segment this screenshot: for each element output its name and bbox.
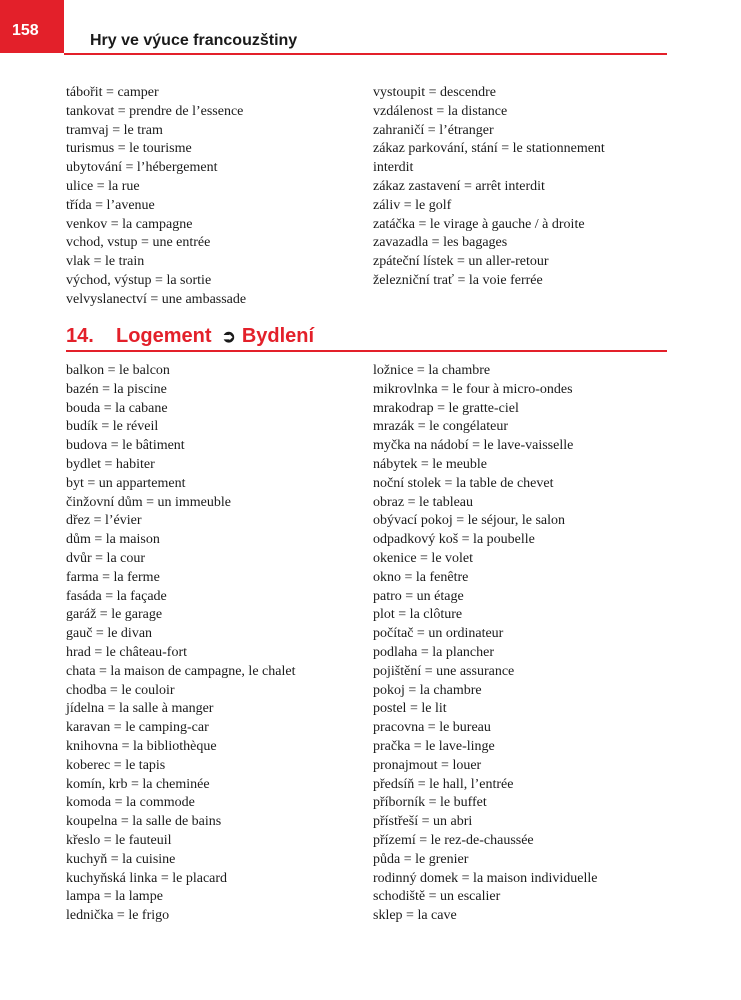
vocab-entry: přístřeší = un abri bbox=[373, 814, 473, 830]
vocab-entry: mrakodrap = le gratte-ciel bbox=[373, 400, 519, 416]
vocab-entry: farma = la ferme bbox=[66, 569, 160, 585]
vocab-list-bottom-right bbox=[373, 362, 597, 926]
vocab-entry: železniční trať = la voie ferrée bbox=[373, 272, 543, 288]
vocab-entry: ulice = la rue bbox=[66, 178, 140, 194]
vocab-entry: ubytování = l’hébergement bbox=[66, 160, 218, 176]
vocab-entry: vystoupit = descendre bbox=[373, 85, 496, 100]
vocab-entry: kuchyňská linka = le placard bbox=[66, 870, 228, 886]
vocab-entry: komín, krb = la cheminée bbox=[66, 776, 210, 792]
vocab-entry: pokoj = la chambre bbox=[373, 682, 482, 698]
vocab-entry: počítač = un ordinateur bbox=[373, 626, 504, 642]
vocab-entry: bouda = la cabane bbox=[66, 400, 168, 416]
vocab-entry: pračka = le lave-linge bbox=[373, 738, 495, 754]
vocab-entry: záliv = le golf bbox=[373, 197, 452, 213]
vocab-entry: koberec = le tapis bbox=[66, 757, 166, 773]
vocab-entry: mikrovlnka = le four à micro-ondes bbox=[373, 381, 573, 397]
vocab-entry: dvůr = la cour bbox=[66, 550, 146, 566]
vocab-entry: půda = le grenier bbox=[373, 851, 469, 867]
section-title-fr: Logement bbox=[116, 325, 212, 347]
vocab-entry: vzdálenost = la distance bbox=[373, 103, 508, 119]
vocab-entry: tramvaj = le tram bbox=[66, 122, 163, 138]
vocab-entry: komoda = la commode bbox=[66, 795, 195, 811]
vocab-entry: garáž = le garage bbox=[66, 607, 163, 623]
vocab-entry: příborník = le buffet bbox=[373, 795, 487, 811]
vocab-entry: noční stolek = la table de chevet bbox=[373, 475, 554, 491]
vocab-entry: karavan = le camping-car bbox=[66, 720, 209, 736]
page-number: 158 bbox=[12, 22, 39, 39]
vocab-entry: balkon = le balcon bbox=[66, 363, 170, 378]
vocab-list-bottom-left bbox=[66, 362, 295, 926]
vocab-entry: tábořit = camper bbox=[66, 85, 159, 100]
vocab-entry: myčka na nádobí = le lave-vaisselle bbox=[373, 438, 574, 454]
vocab-entry: pronajmout = louer bbox=[373, 757, 482, 773]
vocab-entry: podlaha = la plancher bbox=[373, 644, 495, 660]
vocab-entry: velvyslanectví = une ambassade bbox=[66, 291, 247, 307]
vocab-entry: činžovní dům = un immeuble bbox=[66, 494, 231, 510]
vocab-entry: rodinný domek = la maison individuelle bbox=[373, 870, 598, 886]
vocab-entry: zavazadla = les bagages bbox=[373, 235, 508, 251]
vocab-entry: byt = un appartement bbox=[66, 475, 186, 491]
vocab-entry: pracovna = le bureau bbox=[373, 720, 491, 736]
vocab-entry: sklep = la cave bbox=[373, 908, 457, 924]
vocab-entry: nábytek = le meuble bbox=[373, 456, 488, 472]
header-rule bbox=[64, 53, 667, 55]
vocab-entry: postel = le lit bbox=[373, 701, 447, 717]
vocab-entry: lednička = le frigo bbox=[66, 908, 170, 924]
vocab-entry: gauč = le divan bbox=[66, 626, 153, 642]
vocab-entry: koupelna = la salle de bains bbox=[66, 814, 222, 830]
vocab-entry: zákaz parkování, stání = le stationnement bbox=[373, 141, 605, 157]
vocab-entry: dřez = l’évier bbox=[66, 513, 142, 529]
vocab-list-top-right bbox=[373, 84, 605, 291]
vocab-entry: hrad = le château-fort bbox=[66, 644, 187, 660]
vocab-entry: lampa = la lampe bbox=[66, 889, 163, 905]
vocab-entry: jídelna = la salle à manger bbox=[66, 701, 214, 717]
vocab-entry: patro = un étage bbox=[373, 588, 464, 604]
vocab-entry: předsíň = le hall, l’entrée bbox=[373, 776, 514, 792]
vocab-entry: zpáteční lístek = un aller-retour bbox=[373, 254, 549, 270]
vocab-entry: budík = le réveil bbox=[66, 419, 159, 435]
arrow-icon: ➲ bbox=[221, 327, 236, 346]
vocab-list-top-left bbox=[66, 84, 246, 310]
section-rule bbox=[66, 350, 667, 352]
vocab-entry: kuchyň = la cuisine bbox=[66, 851, 176, 867]
vocab-entry: přízemí = le rez-de-chaussée bbox=[373, 832, 534, 848]
vocab-entry: okno = la fenêtre bbox=[373, 569, 469, 585]
vocab-entry: chata = la maison de campagne, le chalet bbox=[66, 663, 296, 679]
section-number: 14. bbox=[66, 325, 94, 347]
vocab-entry: obývací pokoj = le séjour, le salon bbox=[373, 513, 566, 529]
vocab-entry: obraz = le tableau bbox=[373, 494, 474, 510]
section-title-cz: Bydlení bbox=[241, 325, 315, 347]
vocab-entry: budova = le bâtiment bbox=[66, 438, 185, 454]
vocab-entry: plot = la clôture bbox=[373, 607, 463, 623]
vocab-entry: interdit bbox=[373, 160, 414, 176]
vocab-entry: okenice = le volet bbox=[373, 550, 474, 566]
vocab-entry: turismus = le tourisme bbox=[66, 141, 192, 157]
vocab-entry: zatáčka = le virage à gauche / à droite bbox=[373, 216, 585, 232]
vocab-entry: zákaz zastavení = arrêt interdit bbox=[373, 178, 545, 194]
vocab-entry: východ, výstup = la sortie bbox=[66, 272, 212, 288]
vocab-entry: chodba = le couloir bbox=[66, 682, 175, 698]
vocab-entry: bazén = la piscine bbox=[66, 381, 167, 397]
section-heading bbox=[66, 325, 314, 348]
vocab-entry: pojištění = une assurance bbox=[373, 663, 515, 679]
vocab-entry: křeslo = le fauteuil bbox=[66, 832, 172, 848]
vocab-entry: odpadkový koš = la poubelle bbox=[373, 532, 535, 548]
vocab-entry: třída = l’avenue bbox=[66, 197, 155, 213]
vocab-entry: bydlet = habiter bbox=[66, 456, 155, 472]
vocab-entry: ložnice = la chambre bbox=[373, 363, 491, 378]
running-title: Hry ve výuce francouzštiny bbox=[90, 32, 298, 49]
vocab-entry: mrazák = le congélateur bbox=[373, 419, 508, 435]
vocab-entry: vchod, vstup = une entrée bbox=[66, 235, 211, 251]
vocab-entry: knihovna = la bibliothèque bbox=[66, 738, 217, 754]
vocab-entry: schodiště = un escalier bbox=[373, 889, 501, 905]
vocab-entry: tankovat = prendre de l’essence bbox=[66, 103, 244, 119]
vocab-entry: zahraničí = l’étranger bbox=[373, 122, 494, 138]
vocab-entry: venkov = la campagne bbox=[66, 216, 193, 232]
vocab-entry: fasáda = la façade bbox=[66, 588, 167, 604]
vocab-entry: vlak = le train bbox=[66, 254, 145, 270]
page-number-box bbox=[0, 0, 64, 53]
vocab-entry: dům = la maison bbox=[66, 532, 160, 548]
